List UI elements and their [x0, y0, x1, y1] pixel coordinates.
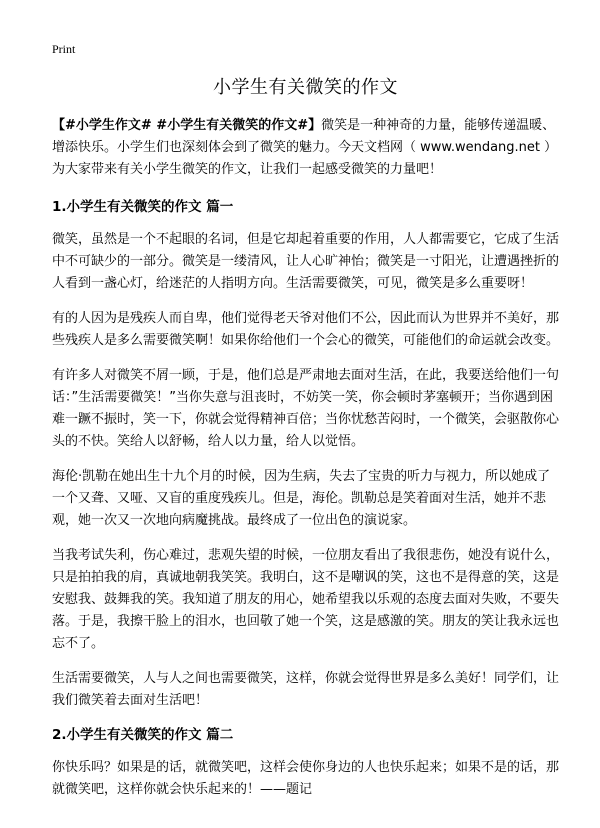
section-heading: 1.小学生有关微笑的作文 篇一 [52, 199, 234, 215]
paragraph: 微笑，虽然是一个不起眼的名词，但是它却起着重要的作用，人人都需要它，它成了生活中不可缺少的一部分。微笑是一缕清风，让人心旷神怡；微笑是一寸阳光，让遭遇挫折的人看到一盏心灯，给迷茫的人指明方向。生活需要微笑，可见，微笑是多么重要呀！ [52, 232, 560, 291]
intro-text: 微笑是一种神奇的力量，能够传递温暖、增添快乐。小学生们也深刻体会到了微笑的魅力。今天文档网（ www.wendang.net ）为大家带来有关小学生微笑的作文，让我们一起感受微笑的力量吧！ [52, 118, 558, 177]
intro-tags: 【#小学生作文# #小学生有关微笑的作文#】 [52, 118, 322, 133]
paragraph: 生活需要微笑，人与人之间也需要微笑，这样，你就会觉得世界是多么美好！同学们，让我们微笑着去面对生活吧！ [52, 671, 560, 708]
intro-paragraph [52, 115, 559, 181]
paragraph: 海伦·凯勒在她出生十九个月的时候，因为生病，失去了宝贵的听力与视力，所以她成了一个又聋、又哑、又盲的重度残疾儿。但是，海伦。凯勒总是笑着面对生活，她并不悲观，她一次又一次地向病魔挑战。最终成了一位出色的演说家。 [52, 469, 551, 528]
section-1 [52, 197, 559, 712]
paragraph: 有的人因为是残疾人而自卑，他们觉得老天爷对他们不公，因此而认为世界并不美好，那些残疾人是多么需要微笑啊！如果你给他们一个会心的微笑，可能他们的命运就会改变。 [52, 311, 560, 348]
section-heading: 2.小学生有关微笑的作文 篇二 [52, 727, 234, 743]
section-2 [52, 725, 559, 801]
paragraph: 有许多人对微笑不屑一顾，于是，他们总是严肃地去面对生活，在此，我要送给他们一句话：”生活需要微笑！”当你失意与沮丧时，不妨笑一笑，你会顿时茅塞顿开；当你遇到困难一蹶不振时，笑一下，你就会觉得精神百倍；当你忧愁苦闷时，一个微笑，会驱散你心头的不快。笑给人以舒畅，给人以力量，给人以觉悟。 [52, 368, 560, 449]
print-label: Print [52, 42, 76, 56]
paragraph: 当我考试失利，伤心难过，悲观失望的时候，一位朋友看出了我很悲伤，她没有说什么，只是拍拍我的肩，真诚地朝我笑笑。我明白，这不是嘲讽的笑，这也不是得意的笑，这是安慰我、鼓舞我的笑。我知道了朋友的用心，她希望我以乐观的态度去面对失败，不要失落。于是，我擦干脸上的泪水，也回敬了她一个笑，这是感激的笑。朋友的笑让我永远也忘不了。 [52, 548, 560, 651]
document-title: 小学生有关微笑的作文 [213, 77, 398, 98]
paragraph: 你快乐吗？如果是的话，就微笑吧，这样会使你身边的人也快乐起来；如果不是的话，那就微笑吧，这样你就会快乐起来的！——题记 [52, 760, 560, 797]
